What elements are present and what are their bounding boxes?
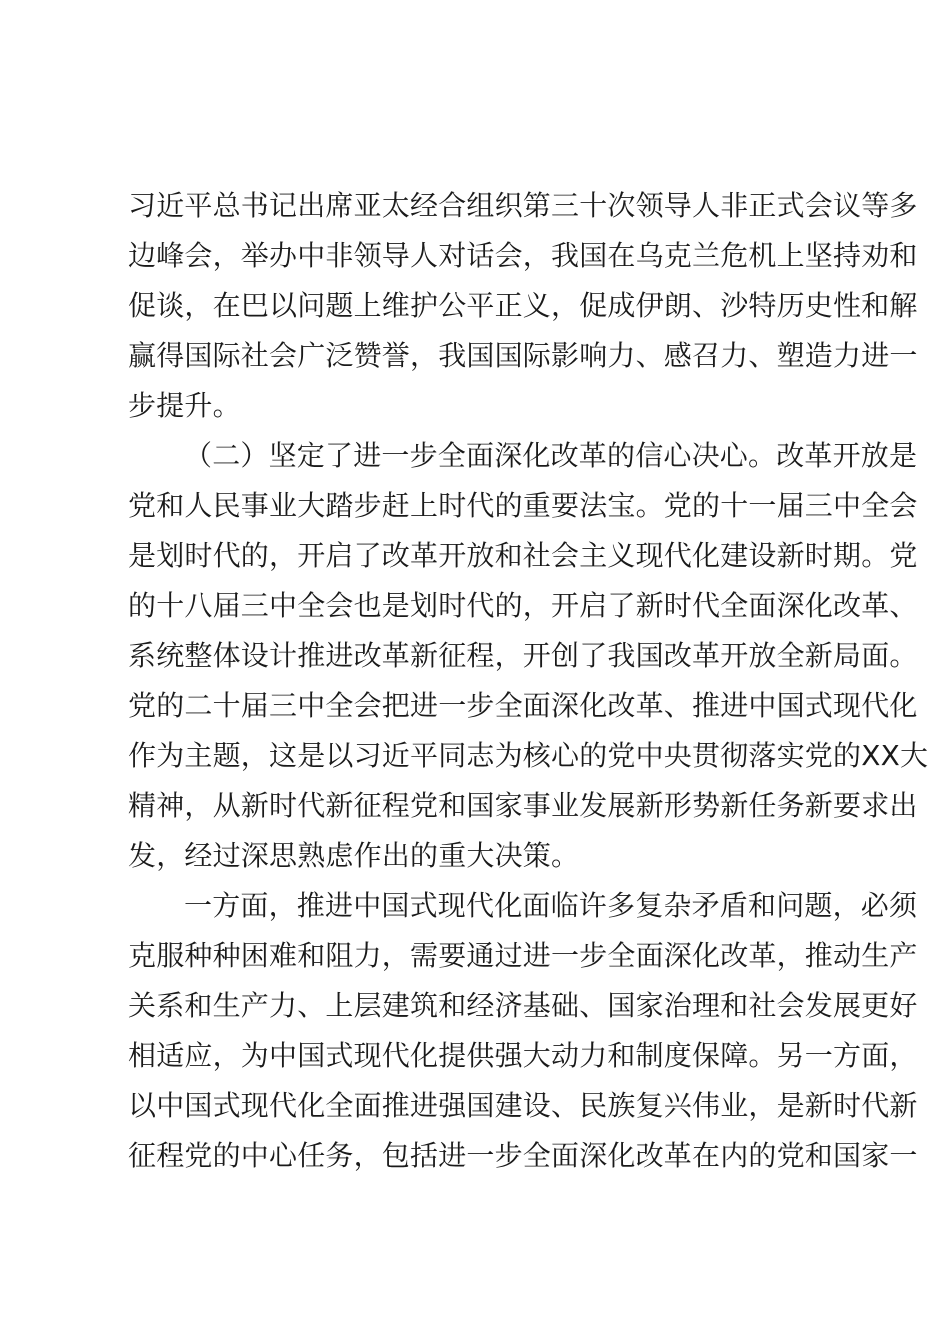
text-line: 边峰会，举办中非领导人对话会，我国在乌克兰危机上坚持劝和 [128, 239, 918, 272]
text-line: 党的二十届三中全会把进一步全面深化改革、推进中国式现代化 [128, 689, 918, 722]
text-line: 相适应，为中国式现代化提供强大动力和制度保障。另一方面， [128, 1039, 918, 1072]
text-line: 以中国式现代化全面推进强国建设、民族复兴伟业，是新时代新 [128, 1089, 918, 1122]
text-line: 党和人民事业大踏步赶上时代的重要法宝。党的十一届三中全会 [128, 489, 918, 522]
text-line: 系统整体设计推进改革新征程，开创了我国改革开放全新局面。 [128, 639, 918, 672]
paragraph-heading-line: （二）坚定了进一步全面深化改革的信心决心。改革开放是 [184, 439, 918, 472]
text-line: 的十八届三中全会也是划时代的，开启了新时代全面深化改革、 [128, 589, 918, 622]
paragraph-start-line: 一方面，推进中国式现代化面临许多复杂矛盾和问题，必须 [184, 889, 918, 922]
text-line: 发，经过深思熟虑作出的重大决策。 [128, 839, 580, 872]
text-line: 是划时代的，开启了改革开放和社会主义现代化建设新时期。党 [128, 539, 918, 572]
text-line: 克服种种困难和阻力，需要通过进一步全面深化改革，推动生产 [128, 939, 918, 972]
text-line: 习近平总书记出席亚太经合组织第三十次领导人非正式会议等多 [128, 189, 918, 222]
text-line: 步提升。 [128, 389, 241, 422]
text-line: 作为主题，这是以习近平同志为核心的党中央贯彻落实党的XX大 [128, 739, 929, 772]
text-line: 赢得国际社会广泛赞誉，我国国际影响力、感召力、塑造力进一 [128, 339, 918, 372]
text-line: 精神，从新时代新征程党和国家事业发展新形势新任务新要求出 [128, 789, 918, 822]
text-line: 征程党的中心任务，包括进一步全面深化改革在内的党和国家一 [128, 1139, 918, 1172]
text-line: 关系和生产力、上层建筑和经济基础、国家治理和社会发展更好 [128, 989, 918, 1022]
text-line: 促谈，在巴以问题上维护公平正义，促成伊朗、沙特历史性和解 [128, 289, 918, 322]
